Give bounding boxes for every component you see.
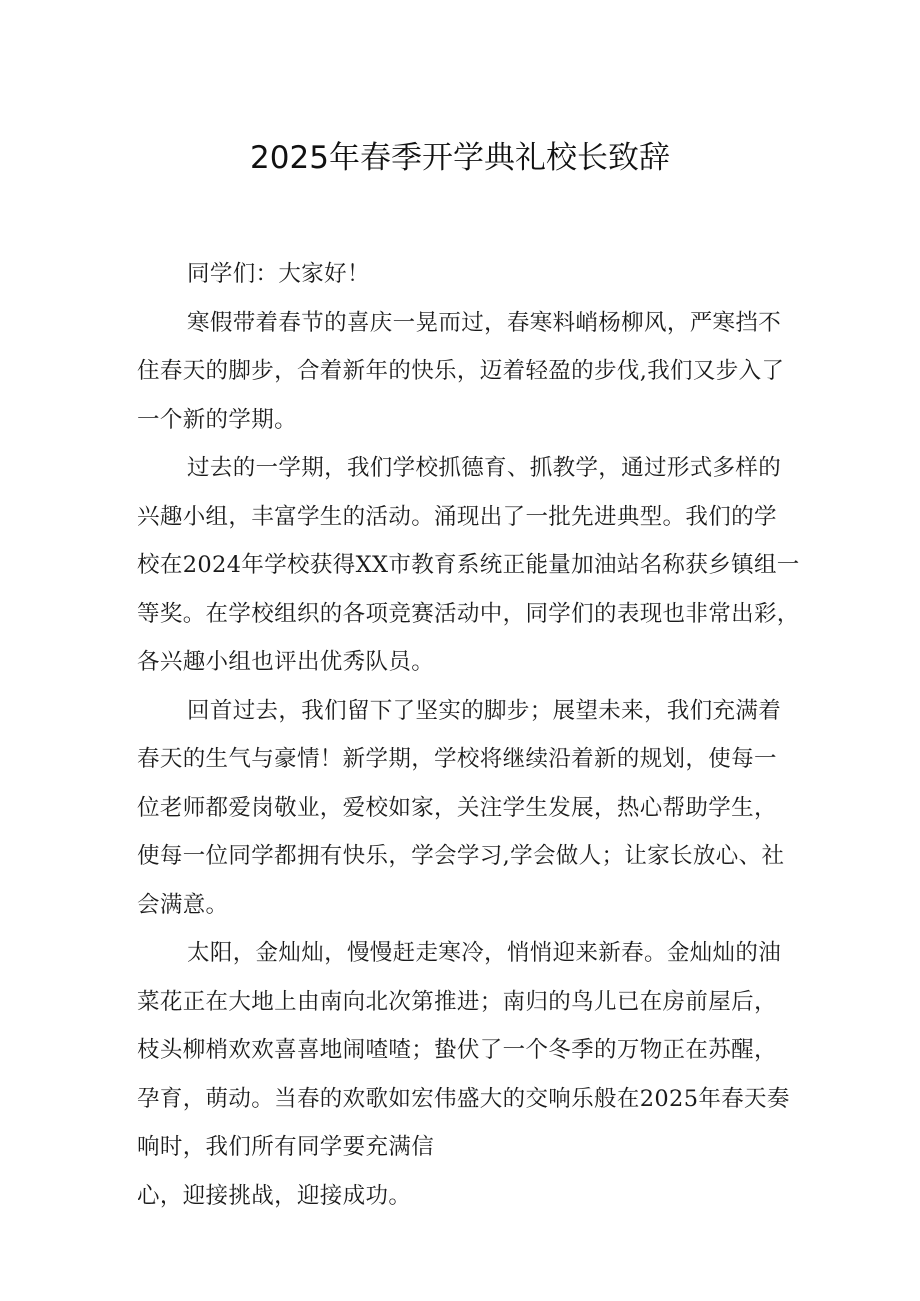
paragraph-4-line-1: 太阳，金灿灿，慢慢赶走寒冷，悄悄迎来新春。金灿灿的油 (187, 940, 782, 966)
paragraph-2-line-5: 各兴趣小组也评出优秀队员。 (137, 649, 435, 675)
greeting-line: 同学们：大家好！ (187, 261, 370, 287)
paragraph-1-line-2: 住春天的脚步，合着新年的快乐，迈着轻盈的步伐,我们又步入了 (137, 358, 785, 384)
paragraph-4-line-3: 枝头柳梢欢欢喜喜地闹喳喳；蛰伏了一个冬季的万物正在苏醒， (137, 1037, 777, 1063)
paragraph-4-line-5: 响时，我们所有同学要充满信 (137, 1134, 435, 1160)
paragraph-4-line-4: 孕育，萌动。当春的欢歌如宏伟盛大的交响乐般在2025年春天奏 (137, 1085, 790, 1112)
paragraph-3-line-2: 春天的生气与豪情！新学期，学校将继续沿着新的规划，使每一 (137, 746, 777, 772)
paragraph-2-line-1: 过去的一学期，我们学校抓德育、抓教学，通过形式多样的 (187, 455, 782, 481)
document-title: 2025年春季开学典礼校长致辞 (250, 140, 670, 176)
paragraph-1-line-3: 一个新的学期。 (137, 406, 297, 433)
paragraph-2-line-4: 等奖。在学校组织的各项竞赛活动中，同学们的表现也非常出彩， (137, 600, 800, 627)
paragraph-2-line-2: 兴趣小组，丰富学生的活动。涌现出了一批先进典型。我们的学 (137, 503, 777, 530)
paragraph-3-line-4: 使每一位同学都拥有快乐，学会学习,学会做人；让家长放心、社 (137, 843, 785, 869)
document-body (137, 250, 800, 1220)
paragraph-1-line-1: 寒假带着春节的喜庆一晃而过，春寒料峭杨柳风，严寒挡不 (187, 309, 782, 336)
paragraph-3-line-5: 会满意。 (137, 891, 229, 918)
paragraph-4-line-6: 心，迎接挑战，迎接成功。 (137, 1182, 412, 1209)
paragraph-4-line-2: 菜花正在大地上由南向北次第推进；南归的鸟儿已在房前屋后， (137, 988, 777, 1015)
paragraph-3-line-3: 位老师都爱岗敬业，爱校如家，关注学生发展，热心帮助学生， (137, 794, 777, 821)
paragraph-3-line-1: 回首过去，我们留下了坚实的脚步；展望未来，我们充满着 (187, 697, 782, 724)
paragraph-2-line-3: 校在2024年学校获得XX市教育系统正能量加油站名称获乡镇组一 (137, 552, 800, 578)
